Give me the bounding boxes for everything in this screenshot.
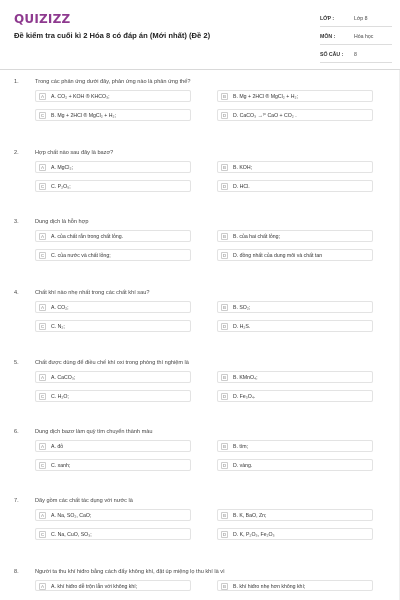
option-b[interactable]: [217, 580, 373, 591]
option-letter: B: [222, 165, 227, 170]
option-letter: B: [222, 444, 227, 449]
option-c[interactable]: [35, 390, 191, 402]
question-text: Chất được dùng để điều chế khí oxi trong phòng thí nghiệm là: [35, 360, 189, 366]
option-letter: A: [40, 444, 45, 449]
option-letter: D: [222, 324, 227, 329]
option-d[interactable]: [217, 109, 373, 121]
meta-label: LỚP :: [320, 16, 335, 22]
option-text: B. K, BaO, Zn;: [233, 512, 267, 519]
option-text: A. MgCl₂;: [51, 164, 73, 171]
worksheet-title: Đề kiểm tra cuối kì 2 Hóa 8 có đáp án (Mới nhất) (Đề 2): [14, 31, 211, 40]
option-text: A. đỏ: [51, 443, 64, 450]
option-letter: A: [40, 584, 45, 589]
option-letter: C: [40, 532, 45, 537]
option-c[interactable]: [35, 320, 191, 332]
option-letter: A: [40, 94, 45, 99]
meta-value: 8: [354, 52, 357, 58]
option-text: C. N₂;: [51, 323, 65, 330]
option-text: D. CaCO₃ →ᵗ° CaO + CO₂ .: [233, 112, 297, 119]
option-a[interactable]: [35, 161, 191, 173]
meta-class-row: [320, 12, 392, 27]
option-letter: B: [222, 513, 227, 518]
option-text: B. khí hiđro nhẹ hơn không khí;: [233, 583, 306, 590]
option-text: B. SO₂;: [233, 304, 251, 311]
option-text: B. của hai chất lỏng;: [233, 233, 281, 240]
option-text: A. CaCO₃;: [51, 374, 76, 381]
option-a[interactable]: [35, 509, 191, 521]
meta-value: Hóa học: [354, 34, 374, 40]
option-letter: C: [40, 253, 45, 258]
option-a[interactable]: [35, 301, 191, 313]
option-b[interactable]: [217, 440, 373, 452]
option-b[interactable]: [217, 161, 373, 173]
question-text: Hợp chất nào sau đây là bazơ?: [35, 150, 114, 156]
option-letter: C: [40, 113, 45, 118]
question-text: Trong các phản ứng dưới đây, phản ứng nào là phản ứng thế?: [35, 79, 191, 85]
option-d[interactable]: [217, 459, 373, 471]
option-text: D. vàng.: [233, 462, 253, 469]
option-letter: D: [222, 463, 227, 468]
question-text: Chất khí nào nhẹ nhất trong các chất khí sau?: [35, 290, 150, 296]
option-letter: B: [222, 375, 227, 380]
option-b[interactable]: [217, 230, 373, 242]
option-letter: C: [40, 463, 45, 468]
option-text: C. H₂O;: [51, 393, 69, 400]
quizizz-logo: QUIZIZZ: [14, 12, 71, 26]
worksheet-header: [0, 0, 400, 70]
option-c[interactable]: [35, 528, 191, 540]
meta-label: SỐ CÂU :: [320, 52, 344, 58]
option-letter: C: [40, 394, 45, 399]
option-text: C. của nước và chất lỏng;: [51, 252, 111, 259]
option-letter: A: [40, 305, 45, 310]
option-text: C. xanh;: [51, 462, 71, 469]
option-text: B. Mg + 2HCl ® MgCl₂ + H₂;: [51, 112, 116, 119]
question-number: 6.: [14, 429, 19, 435]
question-text: Người ta thu khí hiđro bằng cách đẩy không khí, đặt úp miệng lọ thu khí là vì: [35, 569, 225, 575]
option-text: D. Fe₃O₄.: [233, 393, 256, 400]
question-text: Dung dịch bazơ làm quỳ tím chuyển thành màu: [35, 429, 153, 435]
option-a[interactable]: [35, 371, 191, 383]
option-letter: B: [222, 584, 227, 589]
option-b[interactable]: [217, 90, 373, 102]
option-text: D. HCl.: [233, 183, 250, 190]
question-text: Dung dịch là hỗn hợp: [35, 219, 89, 225]
question-number: 2.: [14, 150, 19, 156]
option-d[interactable]: [217, 180, 373, 192]
option-letter: D: [222, 113, 227, 118]
question-number: 7.: [14, 498, 19, 504]
meta-subject-row: [320, 30, 392, 45]
option-c[interactable]: [35, 109, 191, 121]
option-d[interactable]: [217, 320, 373, 332]
option-a[interactable]: [35, 90, 191, 102]
option-text: B. KMnO₄;: [233, 374, 258, 381]
option-letter: C: [40, 324, 45, 329]
option-text: A. CO₂;: [51, 304, 69, 311]
question-number: 8.: [14, 569, 19, 575]
option-text: A. khí hiđro dễ trộn lẫn với không khí;: [51, 583, 138, 590]
option-letter: B: [222, 234, 227, 239]
option-letter: A: [40, 165, 45, 170]
option-c[interactable]: [35, 180, 191, 192]
question-number: 5.: [14, 360, 19, 366]
meta-count-row: [320, 48, 392, 63]
option-d[interactable]: [217, 390, 373, 402]
worksheet-meta: [320, 12, 392, 63]
option-letter: B: [222, 305, 227, 310]
option-c[interactable]: [35, 459, 191, 471]
option-b[interactable]: [217, 301, 373, 313]
option-text: B. KOH;: [233, 164, 253, 171]
option-b[interactable]: [217, 371, 373, 383]
option-text: D. H₂S.: [233, 323, 251, 330]
option-letter: C: [40, 184, 45, 189]
option-letter: A: [40, 375, 45, 380]
option-text: B. Mg + 2HCl ® MgCl₂ + H₂;: [233, 93, 298, 100]
option-text: C. Na, CuO, SO₃;: [51, 531, 92, 538]
option-letter: A: [40, 513, 45, 518]
question-number: 3.: [14, 219, 19, 225]
meta-label: MÔN :: [320, 34, 336, 40]
option-text: A. Na, SO₂, CaO;: [51, 512, 92, 519]
option-letter: D: [222, 184, 227, 189]
option-a[interactable]: [35, 440, 191, 452]
option-text: B. tím;: [233, 443, 248, 450]
option-d[interactable]: [217, 249, 373, 261]
option-text: A. của chất rắn trong chất lỏng.: [51, 233, 124, 240]
option-text: A. CO₂ + KOH ® KHCO₃;: [51, 93, 110, 100]
question-number: 1.: [14, 79, 19, 85]
option-text: C. P₂O₅;: [51, 183, 71, 190]
option-letter: A: [40, 234, 45, 239]
option-d[interactable]: [217, 528, 373, 540]
option-b[interactable]: [217, 509, 373, 521]
question-text: Dãy gồm các chất tác dụng với nước là: [35, 498, 133, 504]
option-letter: D: [222, 532, 227, 537]
option-c[interactable]: [35, 249, 191, 261]
meta-value: Lớp 8: [354, 16, 368, 22]
option-letter: D: [222, 394, 227, 399]
option-letter: D: [222, 253, 227, 258]
option-text: D. K, P₂O₅, Fe₂O₃: [233, 531, 275, 538]
question-number: 4.: [14, 290, 19, 296]
option-letter: B: [222, 94, 227, 99]
option-a[interactable]: [35, 230, 191, 242]
option-text: D. đồng nhất của dung môi và chất tan: [233, 252, 323, 259]
option-a[interactable]: [35, 580, 191, 591]
